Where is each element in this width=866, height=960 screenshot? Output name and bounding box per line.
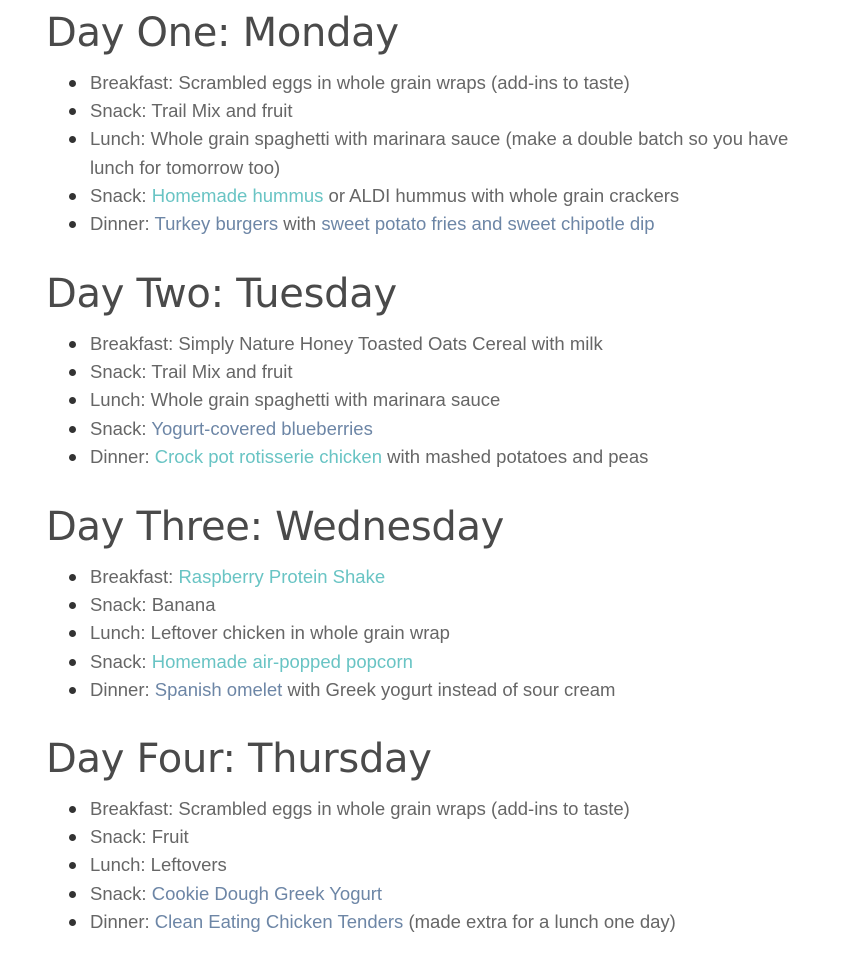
- meal-text: Lunch: Leftovers: [90, 854, 227, 876]
- bullet-icon: [69, 369, 76, 376]
- meal-text: Snack: Trail Mix and fruit: [90, 361, 293, 383]
- meal-item: [0, 563, 866, 591]
- recipe-link[interactable]: Crock pot rotisserie chicken: [154, 445, 383, 467]
- recipe-link[interactable]: Homemade air-popped popcorn: [151, 650, 413, 672]
- meal-text: (made extra for a lunch one day): [403, 910, 676, 932]
- meal-text: Breakfast: Scrambled eggs in whole grain wraps (add-ins to taste): [90, 72, 630, 93]
- bullet-icon: [69, 630, 76, 637]
- meal-text: Dinner:: [90, 213, 155, 235]
- meal-text: or ALDI hummus with whole grain crackers: [323, 184, 680, 206]
- recipe-link[interactable]: Cookie Dough Greek Yogurt: [151, 882, 383, 904]
- meal-text: Breakfast: Simply Nature Honey Toasted Oats Cereal with milk: [90, 333, 603, 354]
- meal-text: Breakfast: Scrambled eggs in whole grain wraps (add-ins to taste): [90, 798, 630, 819]
- meal-item: [0, 591, 866, 619]
- meal-item: [0, 823, 866, 851]
- meal-text: Dinner:: [90, 910, 155, 932]
- meal-list: [0, 563, 866, 704]
- bullet-icon: [69, 574, 76, 581]
- recipe-link[interactable]: Raspberry Protein Shake: [178, 566, 386, 587]
- meal-item: [0, 210, 866, 238]
- meal-list: [0, 330, 866, 471]
- bullet-icon: [69, 341, 76, 348]
- meal-text: Snack:: [90, 650, 152, 672]
- meal-item: [0, 386, 866, 414]
- bullet-icon: [69, 454, 76, 461]
- bullet-icon: [69, 221, 76, 228]
- meal-item: [0, 443, 866, 471]
- meal-text: Lunch: Leftover chicken in whole grain wrap: [90, 622, 450, 644]
- meal-text: Dinner:: [90, 678, 155, 700]
- recipe-link[interactable]: Turkey burgers: [154, 213, 279, 235]
- bullet-icon: [69, 193, 76, 200]
- bullet-icon: [69, 806, 76, 813]
- meal-text: Snack: Banana: [90, 594, 216, 616]
- meal-item: [0, 182, 866, 210]
- meal-text: Breakfast:: [90, 566, 179, 587]
- bullet-icon: [69, 862, 76, 869]
- day-heading: Day One: Monday: [46, 10, 399, 56]
- meal-item: [0, 415, 866, 443]
- recipe-link[interactable]: Clean Eating Chicken Tenders: [154, 910, 404, 932]
- meal-item: [0, 676, 866, 704]
- meal-item: [0, 330, 866, 358]
- bullet-icon: [69, 919, 76, 926]
- meal-text: Snack:: [90, 184, 152, 206]
- meal-text: with Greek yogurt instead of sour cream: [282, 678, 616, 700]
- bullet-icon: [69, 891, 76, 898]
- meal-list: [0, 69, 866, 238]
- meal-item: [0, 795, 866, 823]
- day-heading: Day Three: Wednesday: [46, 504, 505, 550]
- bullet-icon: [69, 397, 76, 404]
- day-heading: Day Four: Thursday: [46, 736, 432, 782]
- meal-text: Lunch: Whole grain spaghetti with marinara sauce (make a double batch so you have lunch for tomorrow too): [90, 128, 789, 178]
- bullet-icon: [69, 834, 76, 841]
- meal-item: [0, 125, 866, 181]
- meal-item: [0, 880, 866, 908]
- bullet-icon: [69, 687, 76, 694]
- meal-item: [0, 69, 866, 97]
- meal-item: [0, 648, 866, 676]
- meal-text: Dinner:: [90, 445, 155, 467]
- meal-text: Snack:: [90, 417, 152, 439]
- bullet-icon: [69, 602, 76, 609]
- day-heading: Day Two: Tuesday: [46, 271, 397, 317]
- meal-text: Snack: Trail Mix and fruit: [90, 100, 293, 122]
- bullet-icon: [69, 108, 76, 115]
- meal-text: with: [278, 213, 322, 235]
- meal-item: [0, 97, 866, 125]
- meal-text: Lunch: Whole grain spaghetti with marinara sauce: [90, 389, 501, 411]
- recipe-link[interactable]: Spanish omelet: [154, 678, 283, 700]
- bullet-icon: [69, 136, 76, 143]
- recipe-link[interactable]: sweet potato fries and sweet chipotle dip: [321, 213, 655, 235]
- meal-item: [0, 358, 866, 386]
- recipe-link[interactable]: Yogurt-covered blueberries: [151, 417, 373, 439]
- bullet-icon: [69, 659, 76, 666]
- bullet-icon: [69, 80, 76, 87]
- meal-list: [0, 795, 866, 936]
- meal-item: [0, 851, 866, 879]
- meal-item: [0, 619, 866, 647]
- meal-text: Snack: Fruit: [90, 826, 189, 848]
- recipe-link[interactable]: Homemade hummus: [151, 184, 324, 206]
- meal-text: Snack:: [90, 882, 152, 904]
- meal-item: [0, 908, 866, 936]
- bullet-icon: [69, 426, 76, 433]
- meal-text: with mashed potatoes and peas: [382, 445, 649, 467]
